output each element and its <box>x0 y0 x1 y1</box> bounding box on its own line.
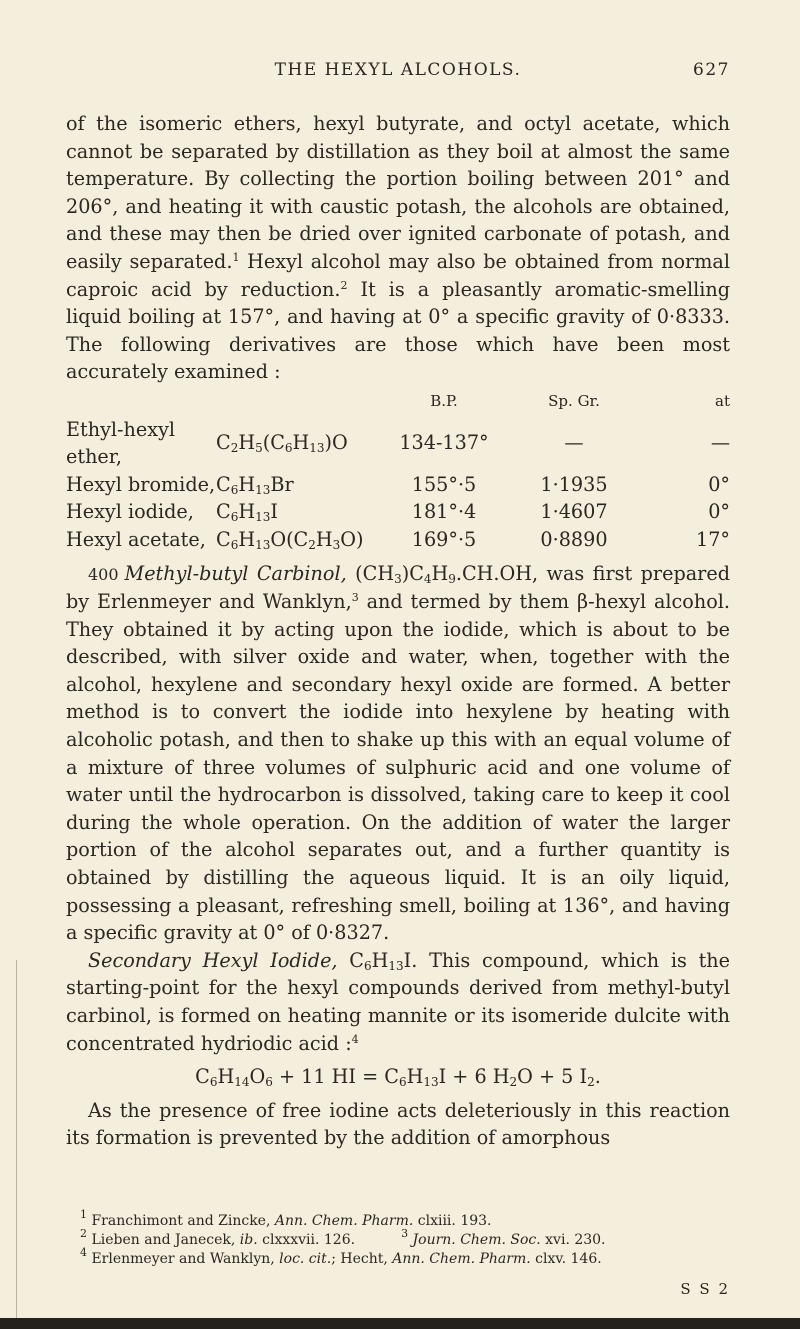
specific-gravity: 1·4607 <box>540 500 608 524</box>
specific-gravity: — <box>564 431 584 455</box>
table-row <box>66 526 730 554</box>
paragraph-intro-text-b: Hexyl alcohol may also be obtained from normal caproic acid by reduction. <box>66 249 730 301</box>
compound-formula: $C_6H_{13}O(C_2H_3O)$ <box>216 527 364 552</box>
specific-gravity: 1·1935 <box>540 472 608 496</box>
header-at: at <box>715 391 730 410</box>
section-title: Methyl-butyl Carbinol, <box>124 561 347 585</box>
compound-formula: $C_6H_{13}Br$ <box>216 472 294 497</box>
footnote-ref: 3 <box>351 591 359 605</box>
section-text-b: and termed by them β-hexyl alcohol. They obtained it by acting upon the iodide, which is about to be described, with silver oxide and water, when, together with the alcohol, hexylene and secondary hexyl oxide are formed. A better method is to convert the iodide into hexylene by heating with alcoholic potash, and then to shake up this with an equal volume of a mixture of three volumes of sulphuric acid and one volume of water until the hydrocarbon is dissolved, taking care to keep it cool during the whole operation. On the addition of water the larger portion of the alcohol separates out, and a further quantity is obtained by distilling the aqueous liquid. It is an oily liquid, possessing a pleasant, refreshing smell, boiling at 136°, and having a specific gravity at 0° of 0·8327. <box>66 590 730 945</box>
page-body <box>66 110 730 1152</box>
temperature: — <box>710 431 730 455</box>
compound-name: Hexyl bromide, <box>66 472 216 496</box>
paragraph-last: As the presence of free iodine acts deleteriously in this reaction its formation is prevented by the addition of amorphous <box>66 1098 730 1150</box>
compound-name: Ethyl-hexyl ether, <box>66 417 176 469</box>
page-fold-line <box>16 960 17 1318</box>
header-bp: B.P. <box>430 391 458 410</box>
section-400 <box>66 560 730 947</box>
chemical-equation: $C_6H_{14}O_6 + 11$ HI = $C_6H_{13}I + 6$ $H_2O + 5$ $I_2$. <box>195 1065 601 1090</box>
table-row <box>66 498 730 526</box>
boiling-point: 169°·5 <box>411 527 477 551</box>
section-text: This compound, which is the starting-point for the hexyl compounds derived from methyl-butyl carbinol, is formed on heating mannite or its isomeride dulcite with concentrated hydriodic acid : <box>66 948 731 1055</box>
footnote-ref: 1 <box>232 250 240 264</box>
footnote-2-3: $^2$ Lieben and Janecek, ib. clxxxvii. 126. $^3$ Journ. Chem. Soc. xvi. 230. <box>80 1227 606 1248</box>
paragraph-intro-text-c: It is a pleasantly aromatic-smelling liquid boiling at 157°, and having at 0° a specific gravity of 0·8333. The following derivatives are those which have been most accurately examined : <box>66 277 730 384</box>
section-secondary-iodide <box>66 947 730 1057</box>
table-row <box>66 471 730 499</box>
section-formula: $(CH_3)C_4H_9.CH.OH$, <box>355 561 539 586</box>
temperature: 0° <box>708 472 730 496</box>
boiling-point: 134-137° <box>399 431 489 455</box>
paragraph-intro <box>66 110 730 386</box>
section-number: 400 <box>88 564 119 584</box>
table-header-row <box>66 388 730 416</box>
compound-formula: $C_6H_{13}I$ <box>216 500 278 525</box>
paragraph-intro-text: of the isomeric ethers, hexyl butyrate, and octyl acetate, which cannot be separated by distillation as they boil at almost the same temperature. By collecting the portion boiling between 201° and 206°, and heating it with caustic potash, the alcohols are obtained, and these may then be dried over ignited carbonate of potash, and easily separated. <box>66 112 730 273</box>
footnote-1: $^1$ Franchimont and Zincke, Ann. Chem. Pharm. clxiii. 193. <box>80 1208 492 1229</box>
derivatives-table <box>66 388 730 554</box>
page-number: 627 <box>693 60 730 80</box>
temperature: 17° <box>695 527 730 551</box>
compound-name: Hexyl iodide, <box>66 500 194 524</box>
footnote-4: $^4$ Erlenmeyer and Wanklyn, loc. cit.; Hecht, Ann. Chem. Pharm. clxv. 146. <box>80 1246 602 1267</box>
table-row <box>66 416 730 471</box>
footnote-ref: 4 <box>351 1032 359 1046</box>
bottom-edge-band <box>0 1318 800 1329</box>
page-title: THE HEXYL ALCOHOLS. <box>274 60 522 80</box>
section-text: was first prepared by Erlenmeyer and Wanklyn, <box>66 561 730 614</box>
specific-gravity: 0·8890 <box>540 527 608 551</box>
section-title: Secondary Hexyl Iodide, <box>88 948 338 972</box>
temperature: 0° <box>708 500 730 524</box>
boiling-point: 155°·5 <box>411 472 477 496</box>
section-formula: $C_6H_{13}I$. <box>349 948 418 973</box>
footnote-ref: 2 <box>340 278 348 292</box>
compound-name: Hexyl acetate, <box>66 527 206 551</box>
signature-mark: S S 2 <box>680 1280 730 1298</box>
header-sg: Sp. Gr. <box>548 391 600 410</box>
footnotes <box>80 1208 730 1269</box>
boiling-point: 181°·4 <box>411 500 477 524</box>
compound-formula: $C_2H_5(C_6H_{13})O$ <box>216 431 348 456</box>
